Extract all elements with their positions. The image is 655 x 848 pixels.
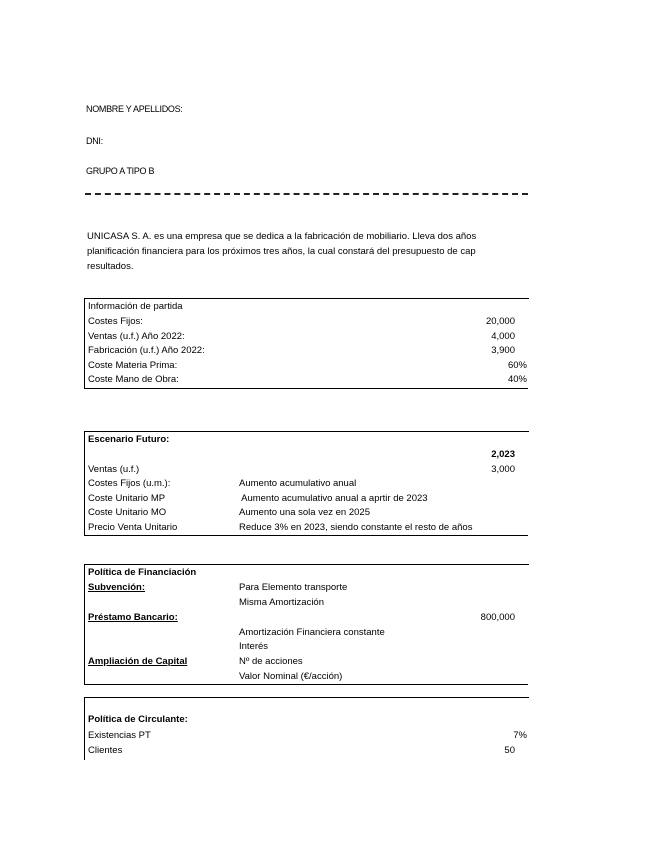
table-row: Precio Venta Unitario Reduce 3% en 2023, siendo constante el resto de años	[88, 522, 473, 533]
intro-paragraph	[87, 229, 537, 274]
table-row: Coste Unitario MO Aumento una sola vez en 2025	[88, 507, 370, 518]
intro-line: planificación financiera para los próximos tres años, la cual constará del presupuesto de cap	[87, 246, 476, 257]
table-row: Préstamo Bancario: 800,000	[88, 612, 515, 623]
group-label: GRUPO A TIPO B	[86, 166, 155, 176]
table-row: Valor Nominal (€/acción)	[239, 671, 343, 682]
table-row: Ampliación de Capital Nº de acciones	[88, 656, 303, 667]
name-label: NOMBRE Y APELLIDOS:	[86, 104, 183, 114]
table-row: Ventas (u.f.) Año 2022: 4,000	[88, 331, 515, 342]
circulante-title: Política de Circulante:	[88, 714, 188, 725]
table-row: Costes Fijos (u.m.): Aumento acumulativo anual	[88, 478, 357, 489]
escenario-title: Escenario Futuro:	[88, 434, 170, 445]
table-row: Fabricación (u.f.) Año 2022: 3,900	[88, 345, 515, 356]
table-row: Ventas (u.f.) 3,000	[88, 464, 515, 475]
table-row: Interés	[239, 641, 269, 652]
circulante-table	[84, 697, 529, 760]
escenario-year: 2,023	[491, 449, 515, 460]
divider	[84, 535, 528, 536]
dashed-divider	[85, 193, 528, 195]
table-row: Existencias PT 7%	[88, 730, 527, 741]
table-row: Coste Unitario MP Aumento acumulativo anual a aprtir de 2023	[88, 493, 428, 504]
intro-line: UNICASA S. A. es una empresa que se dedica a la fabricación de mobiliario. Lleva dos años	[87, 231, 477, 242]
divider	[84, 388, 528, 389]
partida-table	[84, 298, 529, 389]
table-row: Misma Amortización	[239, 597, 324, 608]
table-row: Coste Materia Prima: 60%	[88, 360, 527, 371]
table-row: Coste Mano de Obra: 40%	[88, 374, 527, 385]
table-row: Amortización Financiera constante	[239, 627, 385, 638]
financiacion-title: Política de Financiación	[88, 567, 197, 578]
table-row: Clientes 50	[88, 745, 515, 756]
intro-line: resultados.	[87, 261, 134, 272]
escenario-table	[84, 431, 529, 536]
table-row: Subvención: Para Elemento transporte	[88, 582, 348, 593]
dni-label: DNI:	[86, 136, 103, 146]
table-row: Costes Fijos: 20,000	[88, 316, 515, 327]
financiacion-table	[84, 564, 529, 685]
divider	[84, 684, 528, 685]
partida-title: Información de partida	[88, 301, 183, 312]
